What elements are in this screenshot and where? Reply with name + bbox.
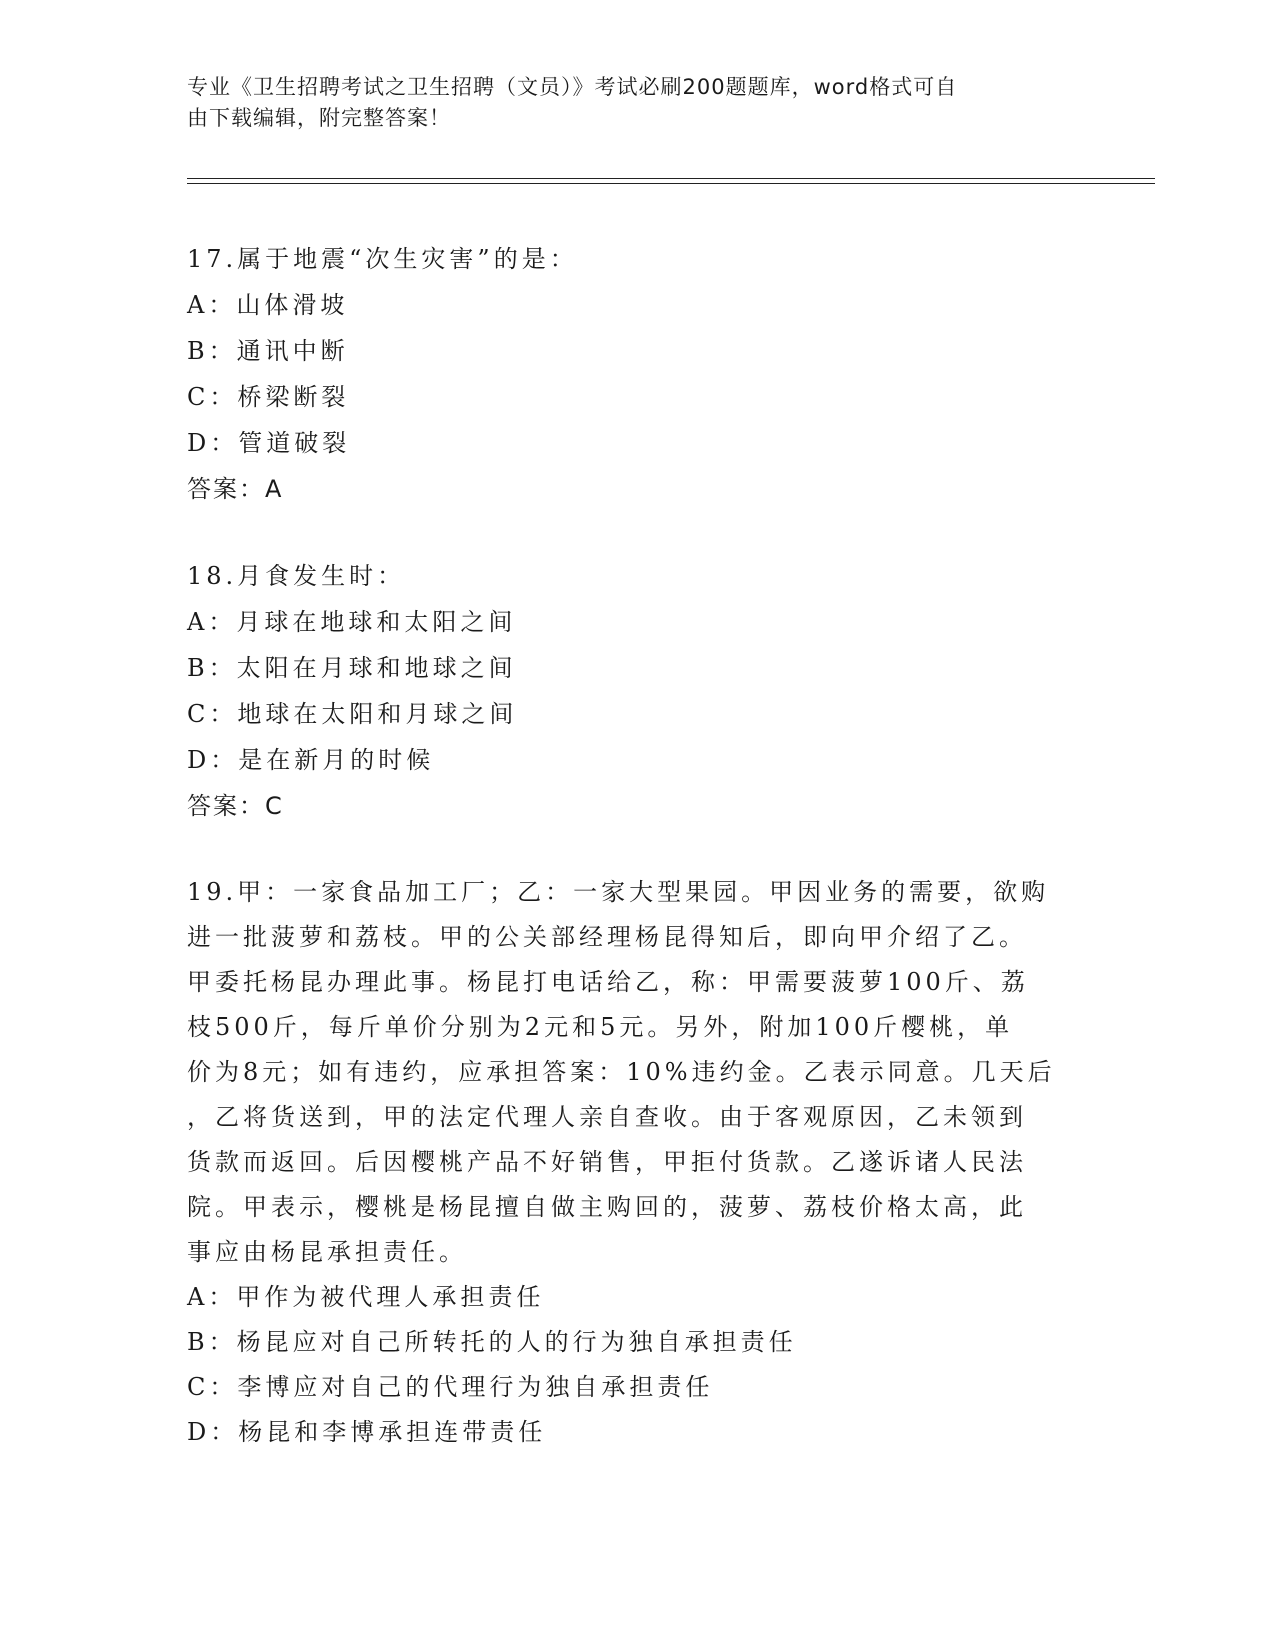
- option-d: D：杨昆和李博承担连带责任: [187, 1418, 547, 1446]
- question-stem-line: 事应由杨昆承担责任。: [187, 1238, 467, 1266]
- question-17: [187, 236, 1087, 512]
- header-line-1: 专业《卫生招聘考试之卫生招聘（文员）》考试必刷200题题库，word格式可自: [187, 75, 958, 99]
- option-b: B：杨昆应对自己所转托的人的行为独自承担责任: [187, 1328, 797, 1356]
- question-stem-line: 进一批菠萝和荔枝。甲的公关部经理杨昆得知后，即向甲介绍了乙。: [187, 923, 1027, 951]
- header-divider-top: [187, 178, 1155, 179]
- question-stem-line: ，乙将货送到，甲的法定代理人亲自查收。由于客观原因，乙未领到: [187, 1103, 1027, 1131]
- question-stem-line: 货款而返回。后因樱桃产品不好销售，甲拒付货款。乙遂诉诸人民法: [187, 1148, 1027, 1176]
- header-divider-bottom: [187, 183, 1155, 184]
- question-19: [187, 870, 1087, 1455]
- option-a: A：山体滑坡: [187, 291, 349, 319]
- question-stem-line: 19.甲：一家食品加工厂；乙：一家大型果园。甲因业务的需要，欲购: [187, 878, 1050, 906]
- header-line-2: 由下载编辑，附完整答案！: [187, 106, 451, 130]
- question-stem-line: 价为8元；如有违约，应承担答案：10%违约金。乙表示同意。几天后: [187, 1058, 1056, 1086]
- question-stem-line: 院。甲表示，樱桃是杨昆擅自做主购回的，菠萝、荔枝价格太高，此: [187, 1193, 1027, 1221]
- option-b: B：通讯中断: [187, 337, 349, 365]
- option-c: C：地球在太阳和月球之间: [187, 700, 518, 728]
- question-stem: 17.属于地震“次生灾害”的是：: [187, 245, 578, 273]
- document-header: [187, 72, 1067, 134]
- option-d: D：是在新月的时候: [187, 746, 435, 774]
- option-a: A：月球在地球和太阳之间: [187, 608, 517, 636]
- option-d: D：管道破裂: [187, 429, 351, 457]
- answer-label: 答案：C: [187, 792, 284, 820]
- option-a: A：甲作为被代理人承担责任: [187, 1283, 545, 1311]
- answer-label: 答案：A: [187, 475, 284, 503]
- question-stem-line: 枝500斤，每斤单价分别为2元和5元。另外，附加100斤樱桃，单: [187, 1013, 1014, 1041]
- option-c: C：李博应对自己的代理行为独自承担责任: [187, 1373, 714, 1401]
- question-stem-line: 甲委托杨昆办理此事。杨昆打电话给乙，称：甲需要菠萝100斤、荔: [187, 968, 1029, 996]
- option-b: B：太阳在月球和地球之间: [187, 654, 517, 682]
- question-stem: 18.月食发生时：: [187, 562, 406, 590]
- question-18: [187, 553, 1087, 829]
- option-c: C：桥梁断裂: [187, 383, 350, 411]
